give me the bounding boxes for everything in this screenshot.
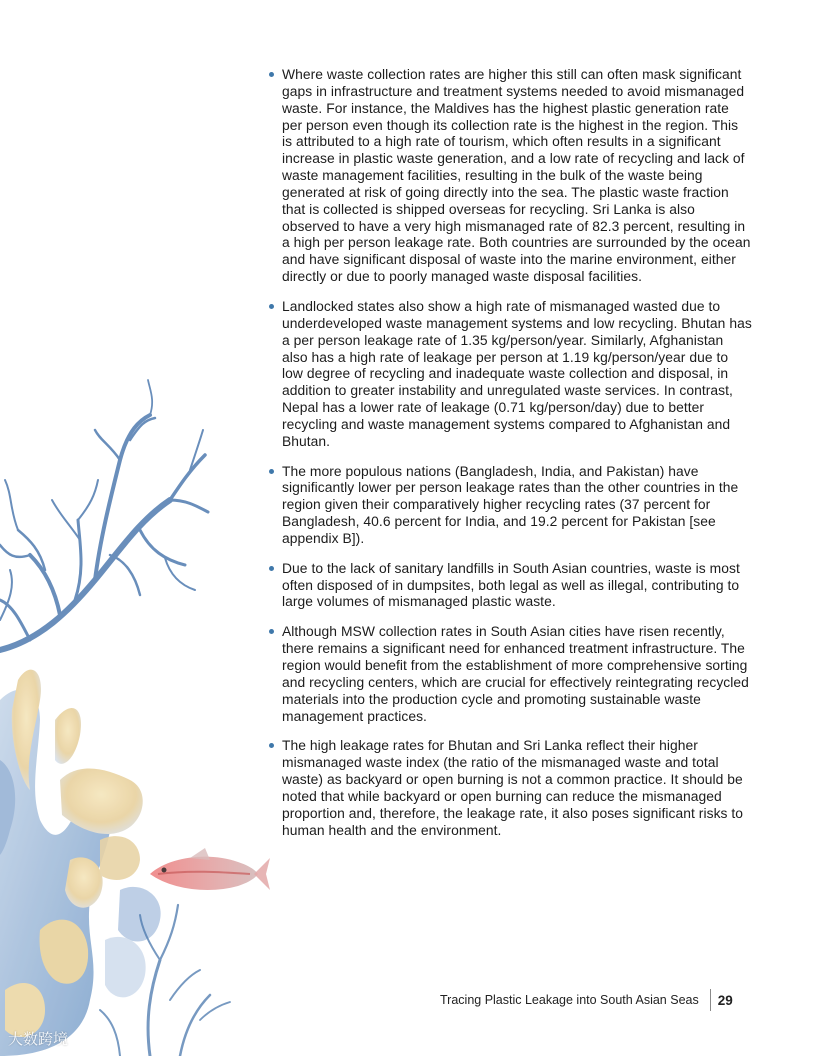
blue-branch-coral	[0, 380, 208, 650]
fish-illustration	[150, 848, 270, 890]
cream-coral	[0, 670, 161, 1056]
watermark-text: 大数跨境	[8, 1030, 69, 1048]
bullet-item-maldives-srilanka	[266, 66, 752, 285]
bullet-item-landlocked	[266, 298, 752, 450]
bullet-dot-icon	[269, 469, 274, 474]
bullet-item-populous-nations	[266, 463, 752, 547]
main-content	[266, 66, 752, 851]
bullet-dot-icon	[269, 629, 274, 634]
bullet-item-bhutan-srilanka	[266, 737, 752, 838]
bullet-dot-icon	[269, 566, 274, 571]
bullet-text: Although MSW collection rates in South Asian cities have risen recently, there remains a significant need for enhanced treatment infrastructure. The region would benefit from the establishment of more comprehensive sorting and recycling centers, which are crucial for effectively reintegrating recycled materials into the production cycle and promoting sustainable waste management practices.	[282, 623, 749, 724]
bullet-text: Where waste collection rates are higher this still can often mask significant gaps in infrastructure and treatment systems needed to avoid mismanaged waste. For instance, the Maldives has the highest plastic generation rate per person even though its collection rate is the highest in the region. This is attributed to a high rate of tourism, which often results in a significant increase in plastic waste generation, and a low rate of recycling and lack of waste management facilities, resulting in the bulk of the waste being generated at risk of going directly into the sea. The plastic waste fraction that is collected is shipped overseas for recycling. Sri Lanka is also observed to have a very high mismanaged rate of 82.3 percent, resulting in a high per person leakage rate. Both countries are surrounded by the ocean and have significant disposal of waste into the marine environment, either directly or due to poorly managed waste disposal facilities.	[282, 66, 751, 285]
bullet-text: Due to the lack of sanitary landfills in South Asian countries, waste is most often disposed of in dumpsites, both legal as well as illegal, contributing to large volumes of mismanaged plastic waste.	[282, 559, 740, 610]
bullet-list	[266, 66, 752, 838]
page-number: 29	[717, 992, 733, 1008]
watermark	[8, 1028, 68, 1049]
bullet-text: The high leakage rates for Bhutan and Sri Lanka reflect their higher mismanaged waste index (the ratio of the mismanaged waste and total waste) as backyard or open burning is not a common practice. It should be noted that while backyard or open burning can reduce the mismanaged proportion and, therefore, the leakage rate, it also poses significant risks to human health and the environment.	[282, 737, 744, 838]
bullet-dot-icon	[269, 304, 274, 309]
bullet-item-msw-collection	[266, 623, 752, 724]
footer-divider	[710, 989, 711, 1011]
bullet-text: Landlocked states also show a high rate of mismanaged wasted due to underdeveloped waste management systems and low recycling. Bhutan has a per person leakage rate of 1.35 kg/person/year. Similarly, Afghanistan also has a high rate of leakage per person at 1.19 kg/person/year due to low degree of recycling and inadequate waste collection and disposal, in addition to greater instability and unregulated waste services. In contrast, Nepal has a lower rate of leakage (0.71 kg/person/day) due to better recycling and waste management systems compared to Afghanistan and Bhutan.	[282, 297, 752, 449]
bullet-dot-icon	[269, 72, 274, 77]
bullet-text: The more populous nations (Bangladesh, India, and Pakistan) have significantly lower per person leakage rates than the other countries in the region given their comparatively higher recycling rates (37 percent for Bangladesh, 40.6 percent for India, and 19.2 percent for Pakistan [see appendix B]).	[282, 462, 739, 546]
bullet-item-landfills	[266, 560, 752, 611]
footer-title: Tracing Plastic Leakage into South Asian Seas	[440, 993, 699, 1007]
bullet-dot-icon	[269, 743, 274, 748]
page-footer	[440, 989, 733, 1011]
